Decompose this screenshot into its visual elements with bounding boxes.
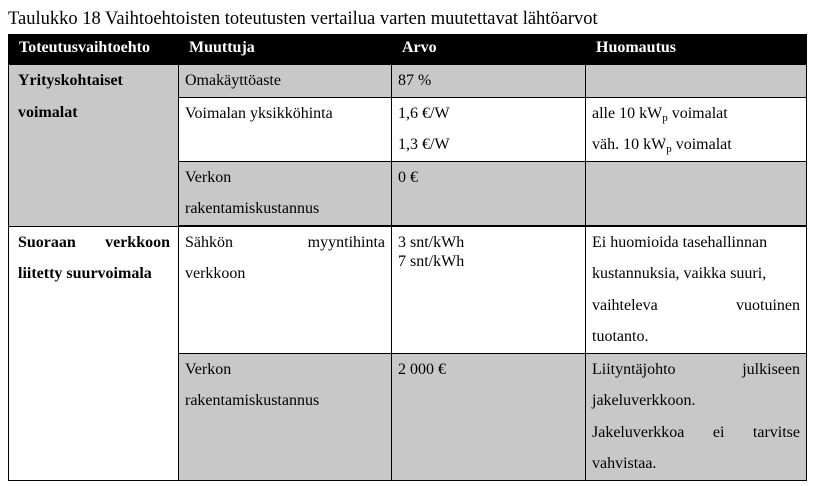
table-caption: Taulukko 18 Vaihtoehtoisten toteutusten vertailua varten muutettavat lähtöarvot (8, 9, 598, 29)
note-cell: Liityntäjohto julkiseen jakeluverkkoon. Jakeluverkkoa ei tarvitse vahvistaa. (586, 353, 807, 480)
variable-cell: Sähkön myyntihinta verkkoon (179, 226, 392, 353)
note-cell (586, 65, 807, 98)
note-cell: alle 10 $kW_p$ voimalat väh. 10 $kW_p$ voimalat (586, 97, 807, 161)
header-option: Toteutusvaihtoehto (9, 35, 179, 65)
note-cell: Ei huomioida tasehallinnan kustannuksia, vaikka suuri, vaihteleva vuotuinen tuotanto. (586, 226, 807, 353)
variable-cell: Omakäyttöaste (179, 65, 392, 98)
option-cell-company-plants (9, 65, 179, 227)
table-header-row (9, 35, 807, 65)
header-note: Huomautus (586, 35, 807, 65)
value-cell: 2 000 € (392, 353, 586, 480)
table-row (9, 226, 807, 353)
value-cell: 1,6 €/W 1,3 €/W (392, 97, 586, 161)
variable-cell: Verkon rakentamiskustannus (179, 353, 392, 480)
option-line: Yrityskohtaiset (18, 72, 123, 89)
value-cell: 0 € (392, 161, 586, 225)
variable-cell: Verkon rakentamiskustannus (179, 161, 392, 225)
table-row (9, 65, 807, 98)
option-line: voimalat (18, 103, 78, 121)
option-line: Suoraan verkkoon (18, 233, 170, 251)
comparison-table (8, 34, 807, 481)
header-value: Arvo (392, 35, 586, 65)
option-line: liitetty suurvoimala (18, 265, 152, 282)
value-cell: 87 % (392, 65, 586, 98)
option-cell-grid-plant (9, 226, 179, 480)
value-cell: 3 snt/kWh 7 snt/kWh (392, 226, 586, 353)
variable-cell: Voimalan yksikköhinta (179, 97, 392, 161)
header-variable: Muuttuja (179, 35, 392, 65)
note-cell (586, 161, 807, 225)
